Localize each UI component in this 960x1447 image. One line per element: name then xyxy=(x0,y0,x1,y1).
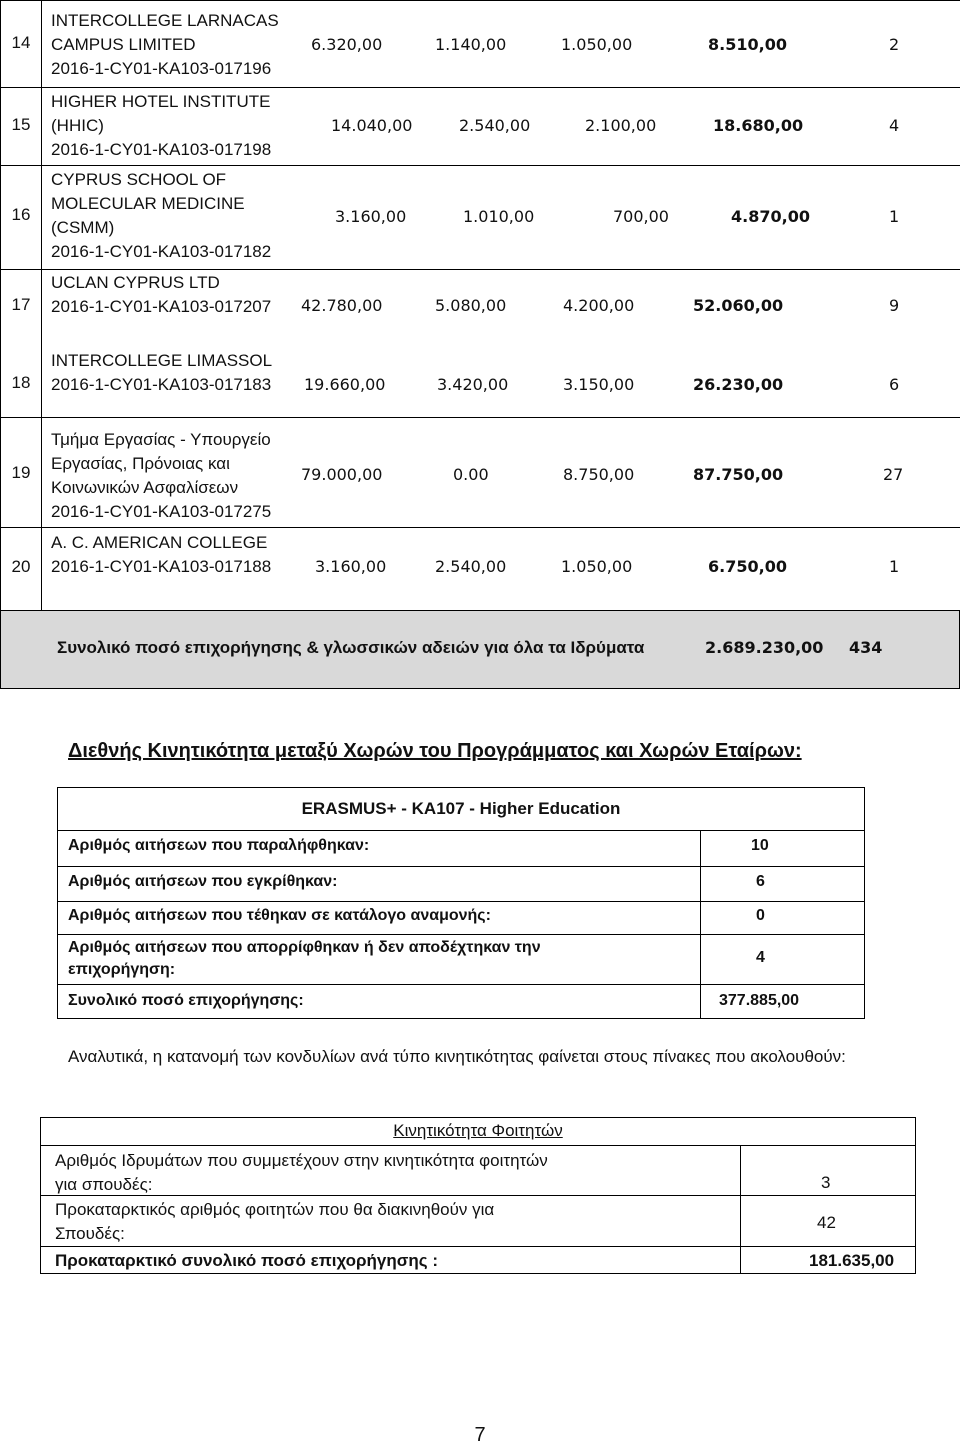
row-divider xyxy=(58,984,864,985)
student-mobility-table xyxy=(40,1117,916,1274)
label-line: Αριθμός Ιδρυμάτων που συμμετέχουν στην κινητικότητα φοιτητών xyxy=(55,1151,548,1170)
total-cell: 4.870,00 xyxy=(731,207,810,226)
value-cell: 79.000,00 xyxy=(301,465,383,484)
institution-name xyxy=(51,168,271,264)
institution-name-line: Εργασίας, Πρόνοιας και xyxy=(51,454,230,473)
institution-project-code: 2016-1-CY01-KA103-017275 xyxy=(51,502,272,521)
row-divider xyxy=(58,901,864,902)
total-cell: 8.510,00 xyxy=(708,35,787,54)
participating-institutions-label xyxy=(55,1149,548,1197)
institution-project-code: 2016-1-CY01-KA103-017198 xyxy=(51,140,272,159)
row-divider xyxy=(1,269,960,270)
analysis-note: Αναλυτικά, η κατανομή των κονδυλίων ανά τύπο κινητικότητας φαίνεται στους πίνακες που ακολουθούν: xyxy=(68,1047,846,1066)
grand-total-row xyxy=(0,610,960,689)
institution-name xyxy=(51,531,271,579)
count-cell: 2 xyxy=(889,35,900,54)
value-cell: 19.660,00 xyxy=(304,375,386,394)
value-cell: 700,00 xyxy=(613,207,669,226)
applications-waitlist-value: 0 xyxy=(756,907,765,924)
student-total-value: 181.635,00 xyxy=(809,1251,895,1270)
value-cell: 1.140,00 xyxy=(435,35,507,54)
institution-project-code: 2016-1-CY01-KA103-017183 xyxy=(51,375,272,394)
count-cell: 27 xyxy=(883,465,904,484)
applications-received-label: Αριθμός αιτήσεων που παραλήφθηκαν: xyxy=(68,837,370,854)
institution-name xyxy=(51,9,279,81)
label-line: Σπουδές: xyxy=(55,1224,125,1243)
ka107-total-value: 377.885,00 xyxy=(719,992,800,1009)
row-divider xyxy=(1,165,960,166)
institution-name xyxy=(51,90,271,162)
institution-name-line: UCLAN CYPRUS LTD xyxy=(51,273,220,292)
ka107-summary-table xyxy=(57,787,865,1019)
count-cell: 4 xyxy=(889,116,900,135)
total-cell: 6.750,00 xyxy=(708,557,787,576)
section-heading: Διεθνής Κινητικότητα μεταξύ Χωρών του Προγράμματος και Χωρών Εταίρων: xyxy=(68,740,802,762)
count-cell: 6 xyxy=(889,375,900,394)
row-divider xyxy=(58,934,864,935)
applications-rejected-label xyxy=(68,937,541,981)
institution-name-line: HIGHER HOTEL INSTITUTE xyxy=(51,92,271,111)
total-cell: 26.230,00 xyxy=(693,375,784,394)
label-line: Προκαταρκτικός αριθμός φοιτητών που θα διακινηθούν για xyxy=(55,1200,495,1219)
value-cell: 14.040,00 xyxy=(331,116,413,135)
value-cell: 8.750,00 xyxy=(563,465,635,484)
row-divider xyxy=(1,87,960,88)
row-index: 15 xyxy=(11,115,31,134)
value-cell: 3.160,00 xyxy=(315,557,387,576)
student-mobility-title: Κινητικότητα Φοιτητών xyxy=(393,1121,563,1140)
row-divider xyxy=(58,866,864,867)
value-cell: 2.100,00 xyxy=(585,116,657,135)
grand-total-amount: 2.689.230,00 xyxy=(705,638,824,657)
page-number: 7 xyxy=(474,1424,486,1446)
participating-institutions-value: 3 xyxy=(821,1173,831,1192)
label-line: επιχορήγηση: xyxy=(68,961,176,978)
institution-name-line: CYPRUS SCHOOL OF xyxy=(51,170,227,189)
institution-name-line: INTERCOLLEGE LIMASSOL xyxy=(51,351,273,370)
applications-received-value: 10 xyxy=(751,837,769,854)
column-divider xyxy=(740,1145,741,1273)
applications-rejected-value: 4 xyxy=(756,949,765,966)
value-cell: 5.080,00 xyxy=(435,296,507,315)
row-index: 14 xyxy=(11,33,31,52)
institution-name xyxy=(51,349,272,397)
value-cell: 2.540,00 xyxy=(459,116,531,135)
row-divider xyxy=(1,527,960,528)
label-line: Αριθμός αιτήσεων που απορρίφθηκαν ή δεν αποδέχτηκαν την xyxy=(68,939,541,956)
institutions-table xyxy=(0,0,960,611)
row-divider xyxy=(41,1145,915,1146)
student-total-label: Προκαταρκτικό συνολικό ποσό επιχορήγησης : xyxy=(55,1251,439,1270)
row-divider xyxy=(58,830,864,831)
grand-total-label: Συνολικό ποσό επιχορήγησης & γλωσσικών αδειών για όλα τα Ιδρύματα xyxy=(57,638,645,657)
column-divider xyxy=(700,830,701,1018)
row-divider xyxy=(41,1246,915,1247)
row-index: 16 xyxy=(11,205,31,224)
value-cell: 1.050,00 xyxy=(561,557,633,576)
institution-name-line: A. C. AMERICAN COLLEGE xyxy=(51,533,268,552)
institution-name-line: (CSMM) xyxy=(51,218,115,237)
row-index: 18 xyxy=(11,373,31,392)
value-cell: 3.150,00 xyxy=(563,375,635,394)
value-cell: 3.160,00 xyxy=(335,207,407,226)
row-index: 17 xyxy=(11,295,31,314)
total-cell: 87.750,00 xyxy=(693,465,784,484)
total-cell: 18.680,00 xyxy=(713,116,804,135)
value-cell: 1.010,00 xyxy=(463,207,535,226)
row-divider xyxy=(1,417,960,418)
students-mobility-label xyxy=(55,1198,494,1246)
institution-project-code: 2016-1-CY01-KA103-017207 xyxy=(51,297,272,316)
row-index: 20 xyxy=(11,557,31,576)
count-cell: 1 xyxy=(889,207,900,226)
institution-name-line: INTERCOLLEGE LARNACAS xyxy=(51,11,279,30)
institution-project-code: 2016-1-CY01-KA103-017196 xyxy=(51,59,272,78)
ka107-total-label: Συνολικό ποσό επιχορήγησης: xyxy=(68,992,304,1009)
grand-total-count: 434 xyxy=(849,638,883,657)
institution-name-line: MOLECULAR MEDICINE xyxy=(51,194,245,213)
value-cell: 2.540,00 xyxy=(435,557,507,576)
count-cell: 9 xyxy=(889,296,900,315)
institution-name-line: Κοινωνικών Ασφαλίσεων xyxy=(51,478,239,497)
students-mobility-value: 42 xyxy=(817,1213,836,1232)
label-line: για σπουδές: xyxy=(55,1175,153,1194)
institution-name-line: (HHIC) xyxy=(51,116,104,135)
applications-approved-value: 6 xyxy=(756,873,765,890)
row-index: 19 xyxy=(11,463,31,482)
count-cell: 1 xyxy=(889,557,900,576)
value-cell: 6.320,00 xyxy=(311,35,383,54)
value-cell: 1.050,00 xyxy=(561,35,633,54)
total-cell: 52.060,00 xyxy=(693,296,784,315)
applications-approved-label: Αριθμός αιτήσεων που εγκρίθηκαν: xyxy=(68,873,338,890)
institution-project-code: 2016-1-CY01-KA103-017188 xyxy=(51,557,272,576)
ka107-title: ERASMUS+ - KA107 - Higher Education xyxy=(301,799,621,818)
institution-project-code: 2016-1-CY01-KA103-017182 xyxy=(51,242,272,261)
institution-name-line: Τμήμα Εργασίας - Υπουργείο xyxy=(51,430,271,449)
value-cell: 3.420,00 xyxy=(437,375,509,394)
value-cell: 42.780,00 xyxy=(301,296,383,315)
institution-name xyxy=(51,271,271,319)
value-cell: 4.200,00 xyxy=(563,296,635,315)
institution-name-line: CAMPUS LIMITED xyxy=(51,35,196,54)
value-cell: 0.00 xyxy=(453,465,489,484)
institution-name xyxy=(51,428,271,524)
applications-waitlist-label: Αριθμός αιτήσεων που τέθηκαν σε κατάλογο αναμονής: xyxy=(68,907,491,924)
